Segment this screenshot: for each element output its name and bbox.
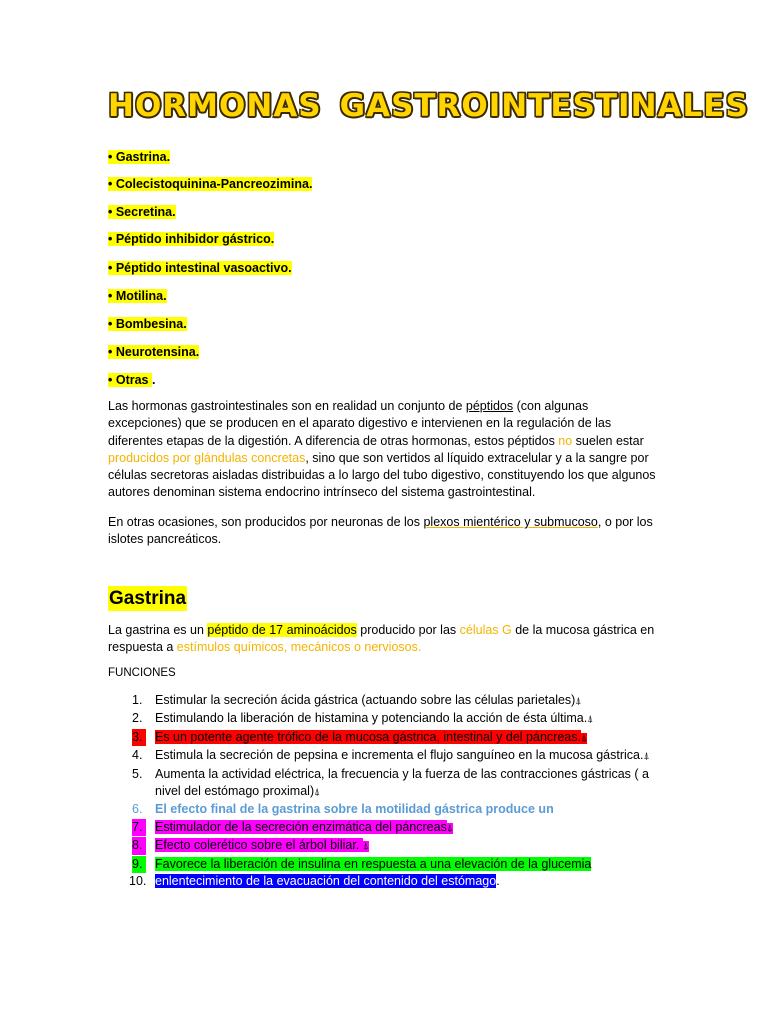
anchor-icon: ⍋ (643, 751, 650, 763)
page-title (108, 88, 749, 124)
list-item: 7. Estimulador de la secreción enzimática del páncreas⍋ (108, 819, 668, 837)
list-item: 5. Aumenta la actividad eléctrica, la frecuencia y la fuerza de las contracciones gástricas ( a nivel del estómago proximal)⍋ (132, 766, 649, 799)
bullet-item: • Motilina. (108, 289, 167, 303)
link-peptidos[interactable]: péptidos (465, 399, 514, 413)
anchor-icon: ⍋ (446, 822, 453, 834)
bullet-item: • Neurotensina. (108, 345, 200, 359)
funciones-label: FUNCIONES (108, 667, 176, 679)
funciones-list (108, 692, 668, 890)
bullet-item: • Péptido intestinal vasoactivo. (108, 261, 292, 275)
list-item: 10. enlentecimiento de la evacuación del contenido del estómago. (129, 874, 500, 889)
anchor-icon: ⍋ (587, 714, 594, 726)
anchor-icon: ⍋ (575, 696, 582, 707)
anchor-icon: ⍋ (362, 841, 369, 853)
list-item: 3. Es un potente agente trófico de la mucosa gástrica, intestinal y del páncreas.⍋ (108, 729, 668, 747)
title-word-1: HORMONAS (108, 88, 322, 124)
list-item: 8. Efecto colerético sobre el árbol biliar. ⍋ (108, 837, 668, 855)
list-item: 9. Favorece la liberación de insulina en respuesta a una elevación de la glucemia (108, 856, 668, 873)
bullet-item: • Colecistoquinina-Pancreozimina. (108, 177, 313, 191)
list-item: 1. Estimular la secreción ácida gástrica (actuando sobre las células parietales)⍋ (132, 693, 582, 707)
list-item: 2. Estimulando la liberación de histamina y potenciando la acción de ésta última.⍋ (132, 711, 594, 726)
second-paragraph: En otras ocasiones, son producidos por neuronas de los plexos mientérico y submucoso, o por los islotes pancreáticos. (108, 515, 653, 547)
list-item: 4. Estimula la secreción de pepsina e incrementa el flujo sanguíneo en la mucosa gástrica.⍋ (132, 748, 650, 763)
title-word-2: GASTROINTESTINALES (339, 88, 749, 124)
bullet-item: • Otras . (108, 373, 156, 387)
gastrina-paragraph: La gastrina es un péptido de 17 aminoácidos producido por las células G de la mucosa gástrica en respuesta a estímulos químicos, mecánicos o nerviosos. (108, 623, 655, 655)
bullet-item: • Bombesina. (108, 317, 187, 331)
anchor-icon: ⍋ (314, 787, 321, 799)
link-plexos[interactable]: plexos mientérico y submucoso (423, 515, 598, 529)
list-item: 6. El efecto final de la gastrina sobre la motilidad gástrica produce un (132, 802, 554, 817)
section-heading-gastrina: Gastrina (109, 588, 187, 609)
intro-paragraph: Las hormonas gastrointestinales son en realidad un conjunto de péptidos (con algunas excepciones) que se producen en el aparato digestivo e intervienen en la regulación de las diferentes etapas de la digestión. A diferencia de otras hormonas, estos péptidos no suelen estar producidos por glándulas concretas, sino que son vertidos al líquido extracelular y a la sangre por células secretoras aisladas distribuidas a lo largo del tubo digestivo, constituyendo los que algunos autores denominan sistema endocrino intrínseco del sistema gastrointestinal. (108, 399, 656, 500)
bullet-item: • Secretina. (108, 205, 176, 219)
bullet-item: • Péptido inhibidor gástrico. (108, 232, 275, 246)
bullet-item: • Gastrina. (108, 150, 171, 164)
anchor-icon: ⍋ (580, 732, 587, 744)
